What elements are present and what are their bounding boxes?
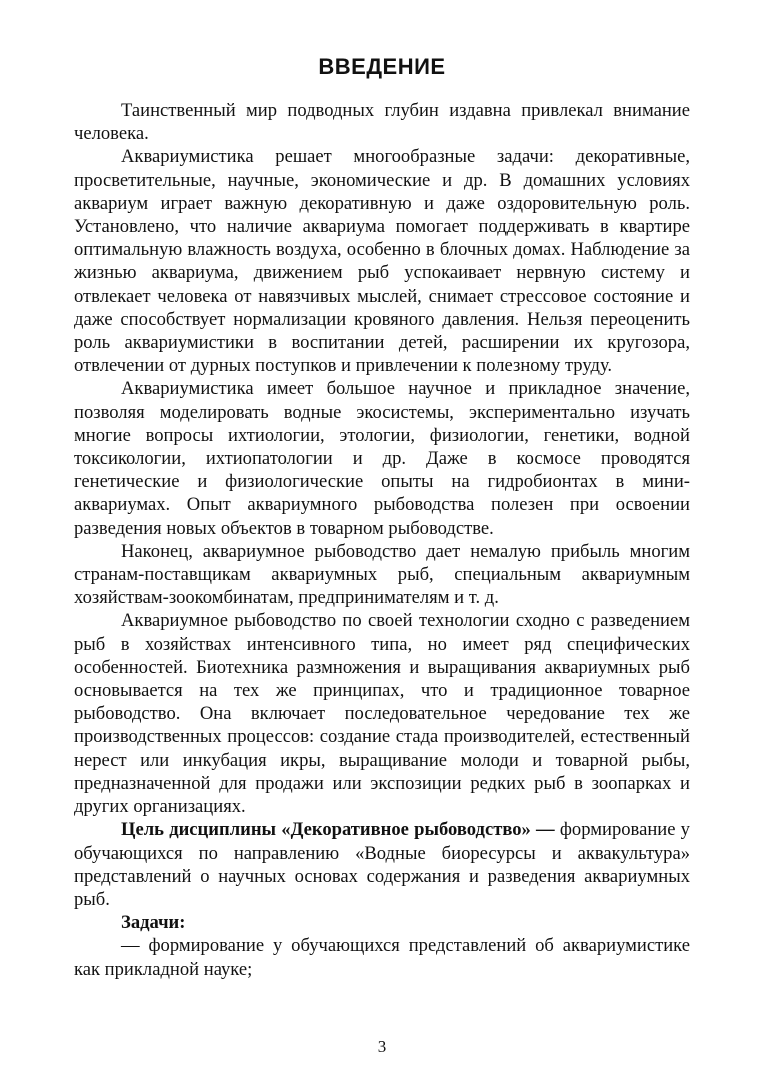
page-title: ВВЕДЕНИЕ <box>318 54 446 79</box>
discipline-goal-lead: Цель дисциплины «Декоративное рыбоводство» — <box>121 819 555 841</box>
paragraph-aquarium-tasks: Аквариумистика решает многообразные задачи: декоративные, просветительные, научные, экономические и др. В домашних условиях аквариум играет важную декоративную и даже оздоровительную роль. Установлено, что наличие аквариума помогает поддерживать в квартире оптимальную влажность воздуха, особенно в блочных домах. Наблюдение за жизнью аквариума, движением рыб успокаивает нервную систему и отвлекает человека от навязчивых мыслей, снимает стрессовое состояние и даже способствует нормализации кровяного давления. Нельзя переоценить роль аквариумистики в воспитании детей, расширении их кругозора, отвлечении от дурных поступков и привлечении к полезному труду. <box>74 146 690 377</box>
paragraph-task-item: — формирование у обучающихся представлений об аквариумистике как прикладной науке; <box>74 935 690 980</box>
paragraph-tasks-heading <box>74 911 690 934</box>
paragraph-profit: Наконец, аквариумное рыбоводство дает немалую прибыль многим странам-поставщикам аквариумных рыб, специальным аквариумным хозяйствам-зоокомбинатам, предпринимателям и т. д. <box>74 540 690 609</box>
tasks-heading: Задачи: <box>121 912 186 934</box>
paragraph-discipline-goal <box>74 818 690 911</box>
paragraph-technology: Аквариумное рыбоводство по своей технологии сходно с разведением рыб в хозяйствах интенсивного типа, но имеет ряд специфических особенностей. Биотехника размножения и выращивания аквариумных рыб основывается на тех же принципах, что и традиционное товарное рыбоводство. Она включает последовательное чередование тех же производственных процессов: создание стада производителей, естественный нерест или инкубация икры, выращивание молоди и товарной рыбы, предназначенной для продажи или экспозиции редких рыб в зоопарках и других организациях. <box>74 610 690 818</box>
document-page <box>74 0 690 1079</box>
paragraph-scientific-value: Аквариумистика имеет большое научное и прикладное значение, позволяя моделировать водные экосистемы, экспериментально изучать многие вопросы ихтиологии, этологии, физиологии, генетики, водной токсикологии, ихтиопатологии и др. Даже в космосе проводятся генетические и физиологические опыты на гидробионтах в мини-аквариумах. Опыт аквариумного рыбоводства полезен при освоении разведения новых объектов в товарном рыбоводстве. <box>74 378 690 539</box>
page-number: 3 <box>377 1037 387 1056</box>
discipline-goal-text: формирование у обучающихся по направлению «Водные биоресурсы и аквакультура» представлений о научных основах содержания и разведения аквариумных рыб. <box>74 819 690 910</box>
body-text <box>74 99 690 981</box>
paragraph-intro: Таинственный мир подводных глубин издавна привлекал внимание человека. <box>74 100 690 145</box>
